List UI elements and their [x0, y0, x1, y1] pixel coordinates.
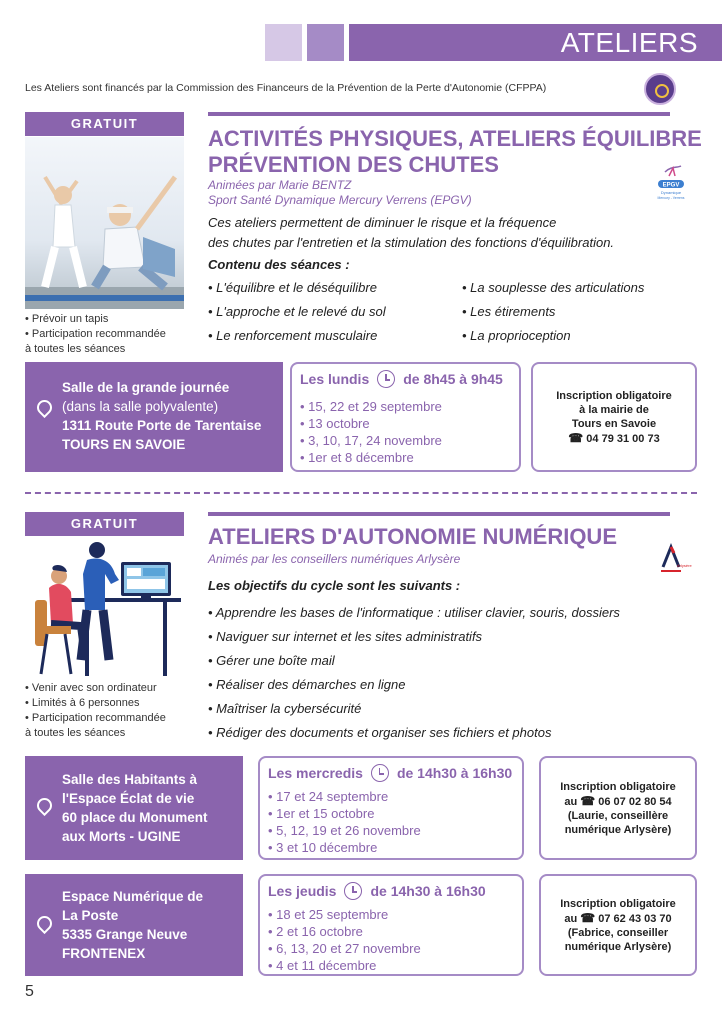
arlysere-logo-icon: [655, 543, 692, 578]
date-item: • 6, 13, 20 et 27 novembre: [268, 940, 421, 957]
note-item: • Prévoir un tapis: [25, 313, 109, 325]
exercise-illustration: [25, 137, 184, 309]
registration-line: Inscription obligatoire: [560, 780, 676, 793]
venue-line: FRONTENEX: [62, 946, 146, 961]
registration-line: numérique Arlysère): [564, 940, 672, 953]
workshop1-schedule: [290, 362, 521, 472]
list-item: • Rédiger des documents et organiser ses fichiers et photos: [208, 723, 620, 747]
workshop1-content-heading: Contenu des séances :: [208, 257, 350, 272]
list-item: • Gérer une boîte mail: [208, 651, 620, 675]
schedule-dates: [268, 788, 421, 856]
note-item: • Participation recommandée: [25, 328, 166, 340]
note-item: • Participation recommandée: [25, 712, 166, 724]
note-item: à toutes les séances: [25, 343, 126, 355]
venue-line: 5335 Grange Neuve: [62, 927, 188, 942]
epgv-logo: [655, 164, 687, 208]
workshop1-content-left: [208, 278, 386, 350]
workshop1-title-line1: ACTIVITÉS PHYSIQUES, ATELIERS ÉQUILIBRE: [208, 126, 702, 151]
computer-illustration: [25, 540, 184, 680]
schedule-day: Les mercredis: [268, 765, 363, 781]
section-divider: [25, 492, 697, 494]
free-badge: GRATUIT: [25, 112, 184, 136]
registration-phone: 04 79 31 00 73: [586, 432, 660, 445]
epgv-logo-sub1: Dynamique: [660, 190, 682, 195]
venue-line: Salle des Habitants à: [62, 772, 198, 787]
list-item: • Naviguer sur internet et les sites administratifs: [208, 627, 620, 651]
workshop1-title-line2: PRÉVENTION DES CHUTES: [208, 152, 499, 177]
workshop1-notes: [25, 312, 166, 357]
workshop2-schedule-thursday: [258, 874, 524, 976]
date-item: • 17 et 24 septembre: [268, 788, 421, 805]
workshop2-objectives-heading: Les objectifs du cycle sont les suivants :: [208, 578, 461, 593]
schedule-day: Les lundis: [300, 371, 370, 387]
date-item: • 1er et 8 décembre: [300, 449, 442, 466]
schedule-day: Les jeudis: [268, 883, 337, 899]
title-rule: [208, 512, 670, 516]
workshop1-content-right: [462, 278, 644, 350]
exercise-photo: [25, 137, 184, 309]
workshop1-description-1: Ces ateliers permettent de diminuer le risque et la fréquence: [208, 215, 557, 230]
phone-icon: ☎: [568, 430, 584, 445]
venue-line: La Poste: [62, 908, 119, 923]
workshop2-notes: [25, 681, 166, 741]
venue-line: 1311 Route Porte de Tarentaise: [62, 418, 262, 433]
location-pin-icon: [34, 397, 55, 418]
date-item: • 18 et 25 septembre: [268, 906, 421, 923]
list-item: • La souplesse des articulations: [462, 278, 644, 302]
date-item: • 5, 12, 19 et 26 novembre: [268, 822, 421, 839]
venue-line: (dans la salle polyvalente): [62, 399, 219, 414]
location-pin-icon: [34, 795, 55, 816]
title-rule: [208, 112, 670, 116]
registration-line: numérique Arlysère): [564, 823, 672, 836]
workshop2-venue-frontenex: [25, 874, 243, 976]
arlysere-logo-text: Arlysère: [677, 563, 692, 568]
workshop2-schedule-wednesday: [258, 756, 524, 860]
venue-line: l'Espace Éclat de vie: [62, 791, 195, 806]
list-item: • Réaliser des démarches en ligne: [208, 675, 620, 699]
list-item: • L'équilibre et le déséquilibre: [208, 278, 386, 302]
workshop1-description-2: des chutes par l'entretien et la stimulation des fonctions d'équilibration.: [208, 235, 615, 250]
registration-line: à la mairie de: [579, 403, 649, 416]
epgv-logo-sub2: Mercury - Verrens: [657, 196, 685, 200]
workshop2-title: ATELIERS D'AUTONOMIE NUMÉRIQUE: [208, 524, 617, 549]
venue-line: aux Morts - UGINE: [62, 829, 181, 844]
workshop2-subtitle: Animés par les conseillers numériques Arlysère: [208, 552, 461, 566]
funding-text: Les Ateliers sont financés par la Commission des Financeurs de la Prévention de la Perte d'Autonomie (CFPPA): [25, 82, 547, 94]
note-item: à toutes les séances: [25, 727, 126, 739]
date-item: • 3 et 10 décembre: [268, 839, 421, 856]
date-item: • 15, 22 et 29 septembre: [300, 398, 442, 415]
epgv-logo-text: EPGV: [662, 182, 680, 189]
venue-line: 60 place du Monument: [62, 810, 208, 825]
note-item: • Limités à 6 personnes: [25, 697, 140, 709]
note-item: • Venir avec son ordinateur: [25, 682, 157, 694]
workshop1-registration: [531, 362, 697, 472]
clock-icon: [377, 370, 395, 388]
workshop2-registration-frontenex: [539, 874, 697, 976]
workshop2-venue-ugine: [25, 756, 243, 860]
date-item: • 2 et 16 octobre: [268, 923, 421, 940]
computer-users-icon: [25, 540, 184, 680]
phone-icon: ☎: [580, 793, 596, 808]
free-badge: GRATUIT: [25, 512, 184, 536]
epgv-logo-icon: [655, 164, 687, 208]
list-item: • Le renforcement musculaire: [208, 326, 386, 350]
section-banner: [349, 24, 722, 61]
workshop2-registration-ugine: [539, 756, 697, 860]
venue-line: Espace Numérique de: [62, 889, 204, 904]
workshop1-venue: [25, 362, 283, 472]
page-number: 5: [25, 983, 34, 1000]
registration-phone: 07 62 43 03 70: [598, 912, 672, 925]
registration-line: (Laurie, conseillère: [567, 809, 669, 822]
workshop1-organisation: Sport Santé Dynamique Mercury Verrens (EPGV): [208, 193, 472, 207]
registration-phone: 06 07 02 80 54: [598, 795, 672, 808]
arlysere-logo: [655, 543, 692, 578]
list-item: • Les étirements: [462, 302, 644, 326]
clock-icon: [344, 882, 362, 900]
venue-line: TOURS EN SAVOIE: [62, 437, 186, 452]
clock-icon: [371, 764, 389, 782]
decor-square-light: [265, 24, 302, 61]
date-item: • 3, 10, 17, 24 novembre: [300, 432, 442, 449]
registration-prefix: au: [564, 912, 578, 925]
schedule-dates: [268, 906, 421, 974]
cfppa-logo-icon: [644, 73, 676, 105]
decor-square-mid: [307, 24, 344, 61]
registration-line: Tours en Savoie: [571, 417, 657, 430]
registration-line: Inscription obligatoire: [556, 389, 672, 402]
date-item: • 4 et 11 décembre: [268, 957, 421, 974]
venue-line: Salle de la grande journée: [62, 380, 230, 395]
location-pin-icon: [34, 913, 55, 934]
list-item: • La proprioception: [462, 326, 644, 350]
section-title: ATELIERS: [560, 27, 698, 58]
phone-icon: ☎: [580, 910, 596, 925]
registration-prefix: au: [564, 795, 578, 808]
workshop1-instructor: Animées par Marie BENTZ: [208, 178, 352, 192]
registration-line: Inscription obligatoire: [560, 897, 676, 910]
schedule-time: de 14h30 à 16h30: [396, 765, 513, 781]
schedule-dates: [300, 398, 442, 466]
date-item: • 1er et 15 octobre: [268, 805, 421, 822]
workshop2-objectives: [208, 603, 620, 747]
list-item: • Maîtriser la cybersécurité: [208, 699, 620, 723]
schedule-time: de 14h30 à 16h30: [370, 883, 486, 899]
list-item: • L'approche et le relevé du sol: [208, 302, 386, 326]
list-item: • Apprendre les bases de l'informatique : utiliser clavier, souris, dossiers: [208, 603, 620, 627]
date-item: • 13 octobre: [300, 415, 442, 432]
registration-line: (Fabrice, conseiller: [567, 926, 669, 939]
schedule-time: de 8h45 à 9h45: [403, 371, 503, 387]
